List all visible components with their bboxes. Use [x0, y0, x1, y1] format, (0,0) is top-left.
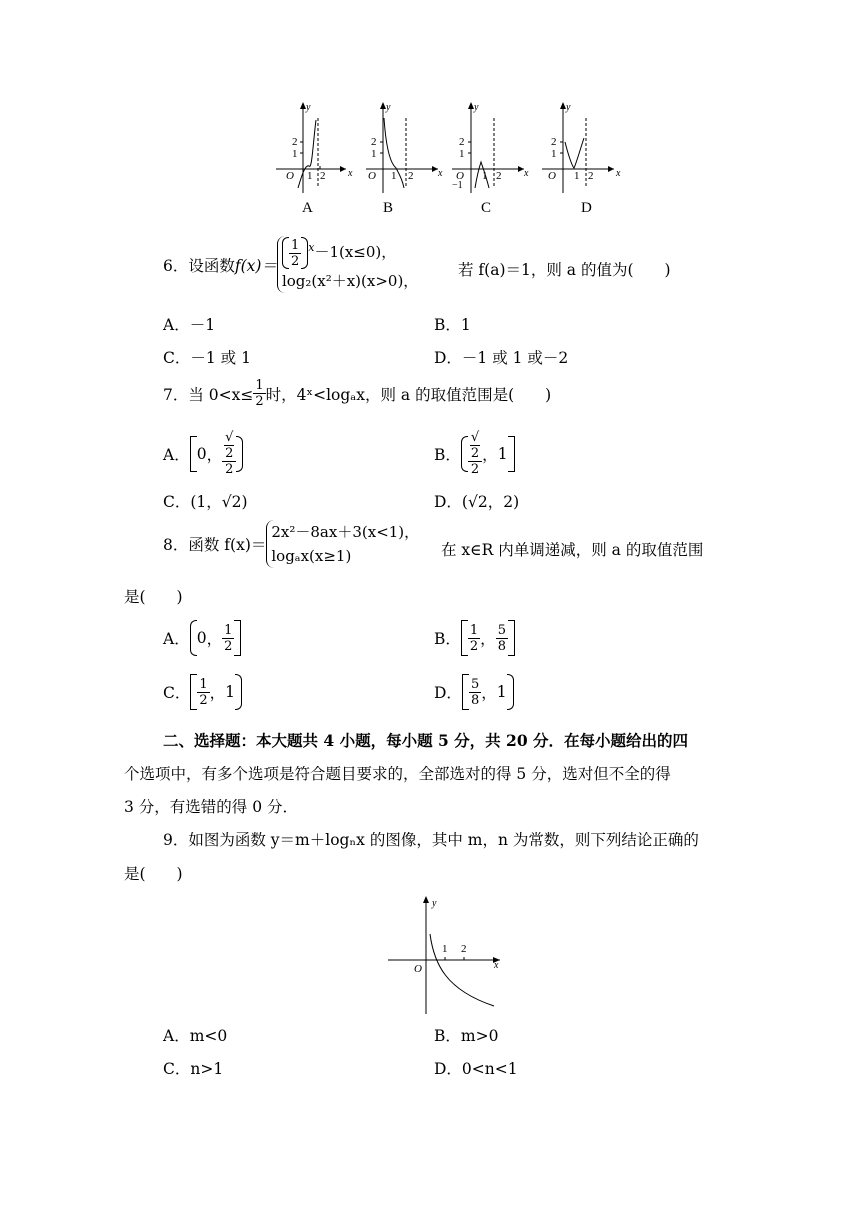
svg-text:y: y: [432, 898, 437, 909]
x-label: x: [348, 168, 353, 179]
svg-text:2: 2: [292, 136, 298, 148]
q8-option-b: B． $\frac{1}{2}$ ， $\frac{5}{8}$: [434, 620, 515, 660]
graph-d: [542, 102, 621, 193]
graph-label-b: B: [383, 200, 394, 216]
q7-option-d: D．(√2，2): [434, 493, 520, 511]
svg-text:O: O: [368, 170, 376, 182]
svg-text:1: 1: [459, 148, 465, 160]
svg-text:y: y: [474, 102, 479, 113]
section-2-heading: 二、选择题：本大题共 4 小题，每小题 5 分，共 20 分．在每小题给出的四: [163, 731, 689, 750]
q6-option-c: C．－1 或 1: [163, 349, 251, 367]
q7-option-c: C．(1，√2): [163, 493, 248, 511]
svg-text:2: 2: [588, 170, 594, 182]
svg-text:1: 1: [391, 170, 397, 182]
question-6: 6．设函数f(x)＝ $\frac{1}{2}$ $^x$－1(x≤0)， log₂(x²＋x)(x>0)，: [163, 236, 418, 296]
svg-text:O: O: [548, 170, 556, 182]
svg-text:O: O: [286, 170, 294, 182]
q7-option-b: B． √ 2 2 ，1: [434, 430, 515, 470]
svg-text:y: y: [386, 102, 391, 113]
section-2-line3: 3 分，有选错的得 0 分．: [124, 798, 299, 816]
svg-text:1: 1: [551, 148, 557, 160]
q8-option-a: A． 0， $\frac{1}{2}$: [163, 620, 241, 660]
svg-text:1: 1: [574, 170, 580, 182]
svg-text:2: 2: [459, 136, 465, 148]
svg-text:O: O: [456, 170, 464, 182]
question-7: 7．当 0<x≤ $\frac{1}{2}$ 时，4ˣ<logₐx，则 a 的取值范围是( ): [163, 378, 552, 409]
q8-condition: 在 x∈R 内单调递减，则 a 的取值范围: [441, 541, 704, 559]
svg-text:x: x: [616, 168, 621, 179]
q9-graph: [386, 894, 506, 1016]
graph-label-c: C: [481, 200, 492, 216]
q8-option-c: C． $\frac{1}{2}$ ，1: [163, 674, 242, 714]
graph-a: [276, 102, 353, 193]
svg-text:2: 2: [371, 136, 377, 148]
svg-text:x: x: [524, 168, 529, 179]
section-2-line2: 个选项中，有多个选项是符合题目要求的，全部选对的得 5 分，选对但不全的得: [124, 765, 671, 783]
q6-option-b: B．1: [434, 316, 471, 334]
svg-text:2: 2: [461, 943, 467, 955]
svg-text:−1: −1: [452, 180, 463, 191]
graph-label-a: A: [302, 200, 313, 216]
graph-c: [452, 102, 529, 193]
q8-cont: 是( ): [124, 588, 183, 606]
graph-b: [366, 102, 443, 193]
q8-option-d: D． $\frac{5}{8}$ ，1: [434, 674, 514, 714]
svg-text:x: x: [494, 960, 499, 971]
q6-condition: 若 f(a)＝1，则 a 的值为( ): [458, 261, 671, 279]
q9-option-c: C．n>1: [163, 1060, 224, 1078]
svg-text:1: 1: [307, 170, 313, 182]
svg-text:2: 2: [320, 170, 326, 182]
q9-option-d: D．0<n<1: [434, 1060, 518, 1078]
svg-text:1: 1: [482, 170, 488, 182]
q6-option-d: D．－1 或 1 或－2: [434, 349, 569, 367]
svg-text:1: 1: [442, 943, 448, 955]
svg-text:y: y: [566, 102, 571, 113]
q7-option-a: A． 0， √ 2 2: [163, 430, 243, 470]
svg-text:2: 2: [408, 170, 414, 182]
option-graphs: [268, 98, 628, 193]
svg-text:1: 1: [292, 148, 298, 160]
question-8: 8．函数 f(x)＝ 2x²－8ax＋3(x<1)， logₐx(x≥1): [163, 520, 419, 576]
svg-text:x: x: [438, 168, 443, 179]
svg-text:2: 2: [551, 136, 557, 148]
question-9-line1: 9．如图为函数 y＝m＋logₙx 的图像，其中 m，n 为常数，则下列结论正确的: [163, 831, 699, 849]
q6-option-a: A．－1: [163, 316, 216, 334]
graph-label-d: D: [581, 200, 592, 216]
piecewise-function: $\frac{1}{2}$ $^x$－1(x≤0)， log₂(x²＋x)(x>0)，: [277, 236, 418, 293]
piecewise-function-q8: 2x²－8ax＋3(x<1)， logₐx(x≥1): [266, 520, 419, 568]
svg-text:1: 1: [371, 148, 377, 160]
question-9-line2: 是( ): [124, 865, 183, 883]
svg-text:O: O: [414, 963, 422, 975]
y-label: y: [306, 102, 311, 113]
svg-text:2: 2: [496, 170, 502, 182]
q9-option-b: B．m>0: [434, 1027, 499, 1045]
q9-option-a: A．m<0: [163, 1027, 228, 1045]
